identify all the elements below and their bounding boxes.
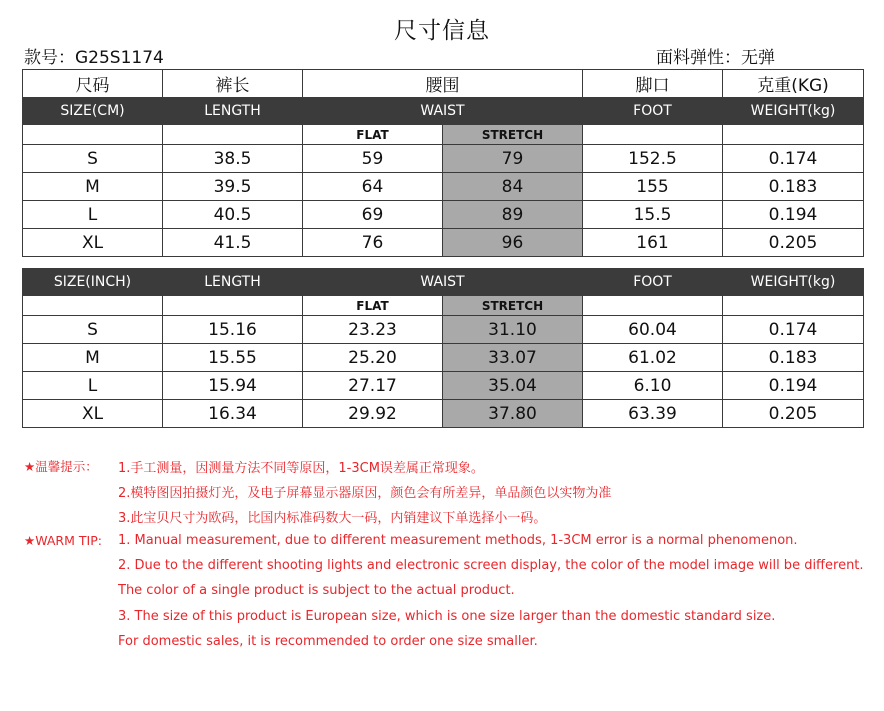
length-cell: 39.5 [163, 173, 303, 201]
table-row [23, 316, 864, 344]
size-table-cm [22, 69, 864, 257]
header-foot: FOOT [583, 98, 723, 125]
header-weight-cn: 克重(KG) [723, 70, 864, 98]
waist-flat-cell: 69 [303, 201, 443, 229]
english-header-row [23, 98, 864, 125]
length-cell: 38.5 [163, 145, 303, 173]
size-cell: XL [23, 229, 163, 257]
waist-flat-cell: 27.17 [303, 372, 443, 400]
length-cell: 40.5 [163, 201, 303, 229]
waist-flat-cell: 29.92 [303, 400, 443, 428]
waist-stretch-cell: 89 [443, 201, 583, 229]
header-weight: WEIGHT(kg) [723, 98, 864, 125]
table-row [23, 145, 864, 173]
foot-cell: 161 [583, 229, 723, 257]
tip-line: 3.此宝贝尺寸为欧码，比国内标准码数大一码，内销建议下单选择小一码。 [118, 511, 547, 526]
waist-stretch-cell: 79 [443, 145, 583, 173]
size-cell: M [23, 173, 163, 201]
size-cell: S [23, 145, 163, 173]
style-number: 款号：G25S1174 [24, 48, 164, 68]
table-row [23, 173, 864, 201]
warm-tip-label-en: ★WARM TIP: [24, 533, 102, 548]
header-foot-cn: 脚口 [583, 70, 723, 98]
weight-cell: 0.194 [723, 201, 864, 229]
waist-stretch-cell: 35.04 [443, 372, 583, 400]
table-row [23, 400, 864, 428]
foot-cell: 155 [583, 173, 723, 201]
english-header-row [23, 269, 864, 296]
subheader-flat: FLAT [303, 296, 443, 316]
waist-subheader-row [23, 296, 864, 316]
fabric-elasticity: 面料弹性：无弹 [656, 48, 775, 68]
header-waist: WAIST [303, 269, 583, 296]
tip-line: 2.模特图因拍摄灯光，及电子屏幕显示器原因，颜色会有所差异，单品颜色以实物为准 [118, 486, 612, 501]
length-cell: 15.94 [163, 372, 303, 400]
tip-line: 1.手工测量，因测量方法不同等原因，1-3CM误差属正常现象。 [118, 461, 484, 476]
length-cell: 15.16 [163, 316, 303, 344]
weight-cell: 0.194 [723, 372, 864, 400]
size-cell: M [23, 344, 163, 372]
header-foot: FOOT [583, 269, 723, 296]
weight-cell: 0.174 [723, 316, 864, 344]
waist-flat-cell: 64 [303, 173, 443, 201]
waist-flat-cell: 76 [303, 229, 443, 257]
length-cell: 16.34 [163, 400, 303, 428]
table-row [23, 344, 864, 372]
weight-cell: 0.183 [723, 344, 864, 372]
header-length: LENGTH [163, 269, 303, 296]
header-weight: WEIGHT(kg) [723, 269, 864, 296]
header-size-cn: 尺码 [23, 70, 163, 98]
length-cell: 41.5 [163, 229, 303, 257]
tip-line: For domestic sales, it is recommended to order one size smaller. [118, 634, 538, 649]
foot-cell: 60.04 [583, 316, 723, 344]
weight-cell: 0.205 [723, 400, 864, 428]
length-cell: 15.55 [163, 344, 303, 372]
waist-stretch-cell: 31.10 [443, 316, 583, 344]
waist-flat-cell: 23.23 [303, 316, 443, 344]
page-title: 尺寸信息 [394, 18, 490, 44]
weight-cell: 0.183 [723, 173, 864, 201]
subheader-stretch: STRETCH [443, 125, 583, 145]
waist-stretch-cell: 37.80 [443, 400, 583, 428]
foot-cell: 152.5 [583, 145, 723, 173]
waist-stretch-cell: 84 [443, 173, 583, 201]
tip-line: 3. The size of this product is European size, which is one size larger than the domestic standard size. [118, 609, 776, 624]
header-size: SIZE(CM) [23, 98, 163, 125]
tip-line: 1. Manual measurement, due to different measurement methods, 1-3CM error is a normal phenomenon. [118, 533, 798, 548]
subheader-flat: FLAT [303, 125, 443, 145]
header-waist: WAIST [303, 98, 583, 125]
waist-flat-cell: 25.20 [303, 344, 443, 372]
subheader-stretch: STRETCH [443, 296, 583, 316]
header-length: LENGTH [163, 98, 303, 125]
size-cell: XL [23, 400, 163, 428]
table-row [23, 229, 864, 257]
waist-stretch-cell: 33.07 [443, 344, 583, 372]
foot-cell: 15.5 [583, 201, 723, 229]
warm-tip-label-cn: ★温馨提示： [24, 459, 98, 474]
size-cell: L [23, 372, 163, 400]
tip-line: 2. Due to the different shooting lights and electronic screen display, the color of the model image will be different. [118, 558, 864, 573]
header-length-cn: 裤长 [163, 70, 303, 98]
chinese-header-row [23, 70, 864, 98]
waist-stretch-cell: 96 [443, 229, 583, 257]
foot-cell: 61.02 [583, 344, 723, 372]
foot-cell: 63.39 [583, 400, 723, 428]
size-table-inch [22, 268, 864, 428]
weight-cell: 0.205 [723, 229, 864, 257]
table-row [23, 201, 864, 229]
waist-subheader-row [23, 125, 864, 145]
size-cell: L [23, 201, 163, 229]
header-waist-cn: 腰围 [303, 70, 583, 98]
table-row [23, 372, 864, 400]
size-cell: S [23, 316, 163, 344]
header-size: SIZE(INCH) [23, 269, 163, 296]
weight-cell: 0.174 [723, 145, 864, 173]
waist-flat-cell: 59 [303, 145, 443, 173]
tip-line: The color of a single product is subject to the actual product. [118, 583, 515, 598]
foot-cell: 6.10 [583, 372, 723, 400]
